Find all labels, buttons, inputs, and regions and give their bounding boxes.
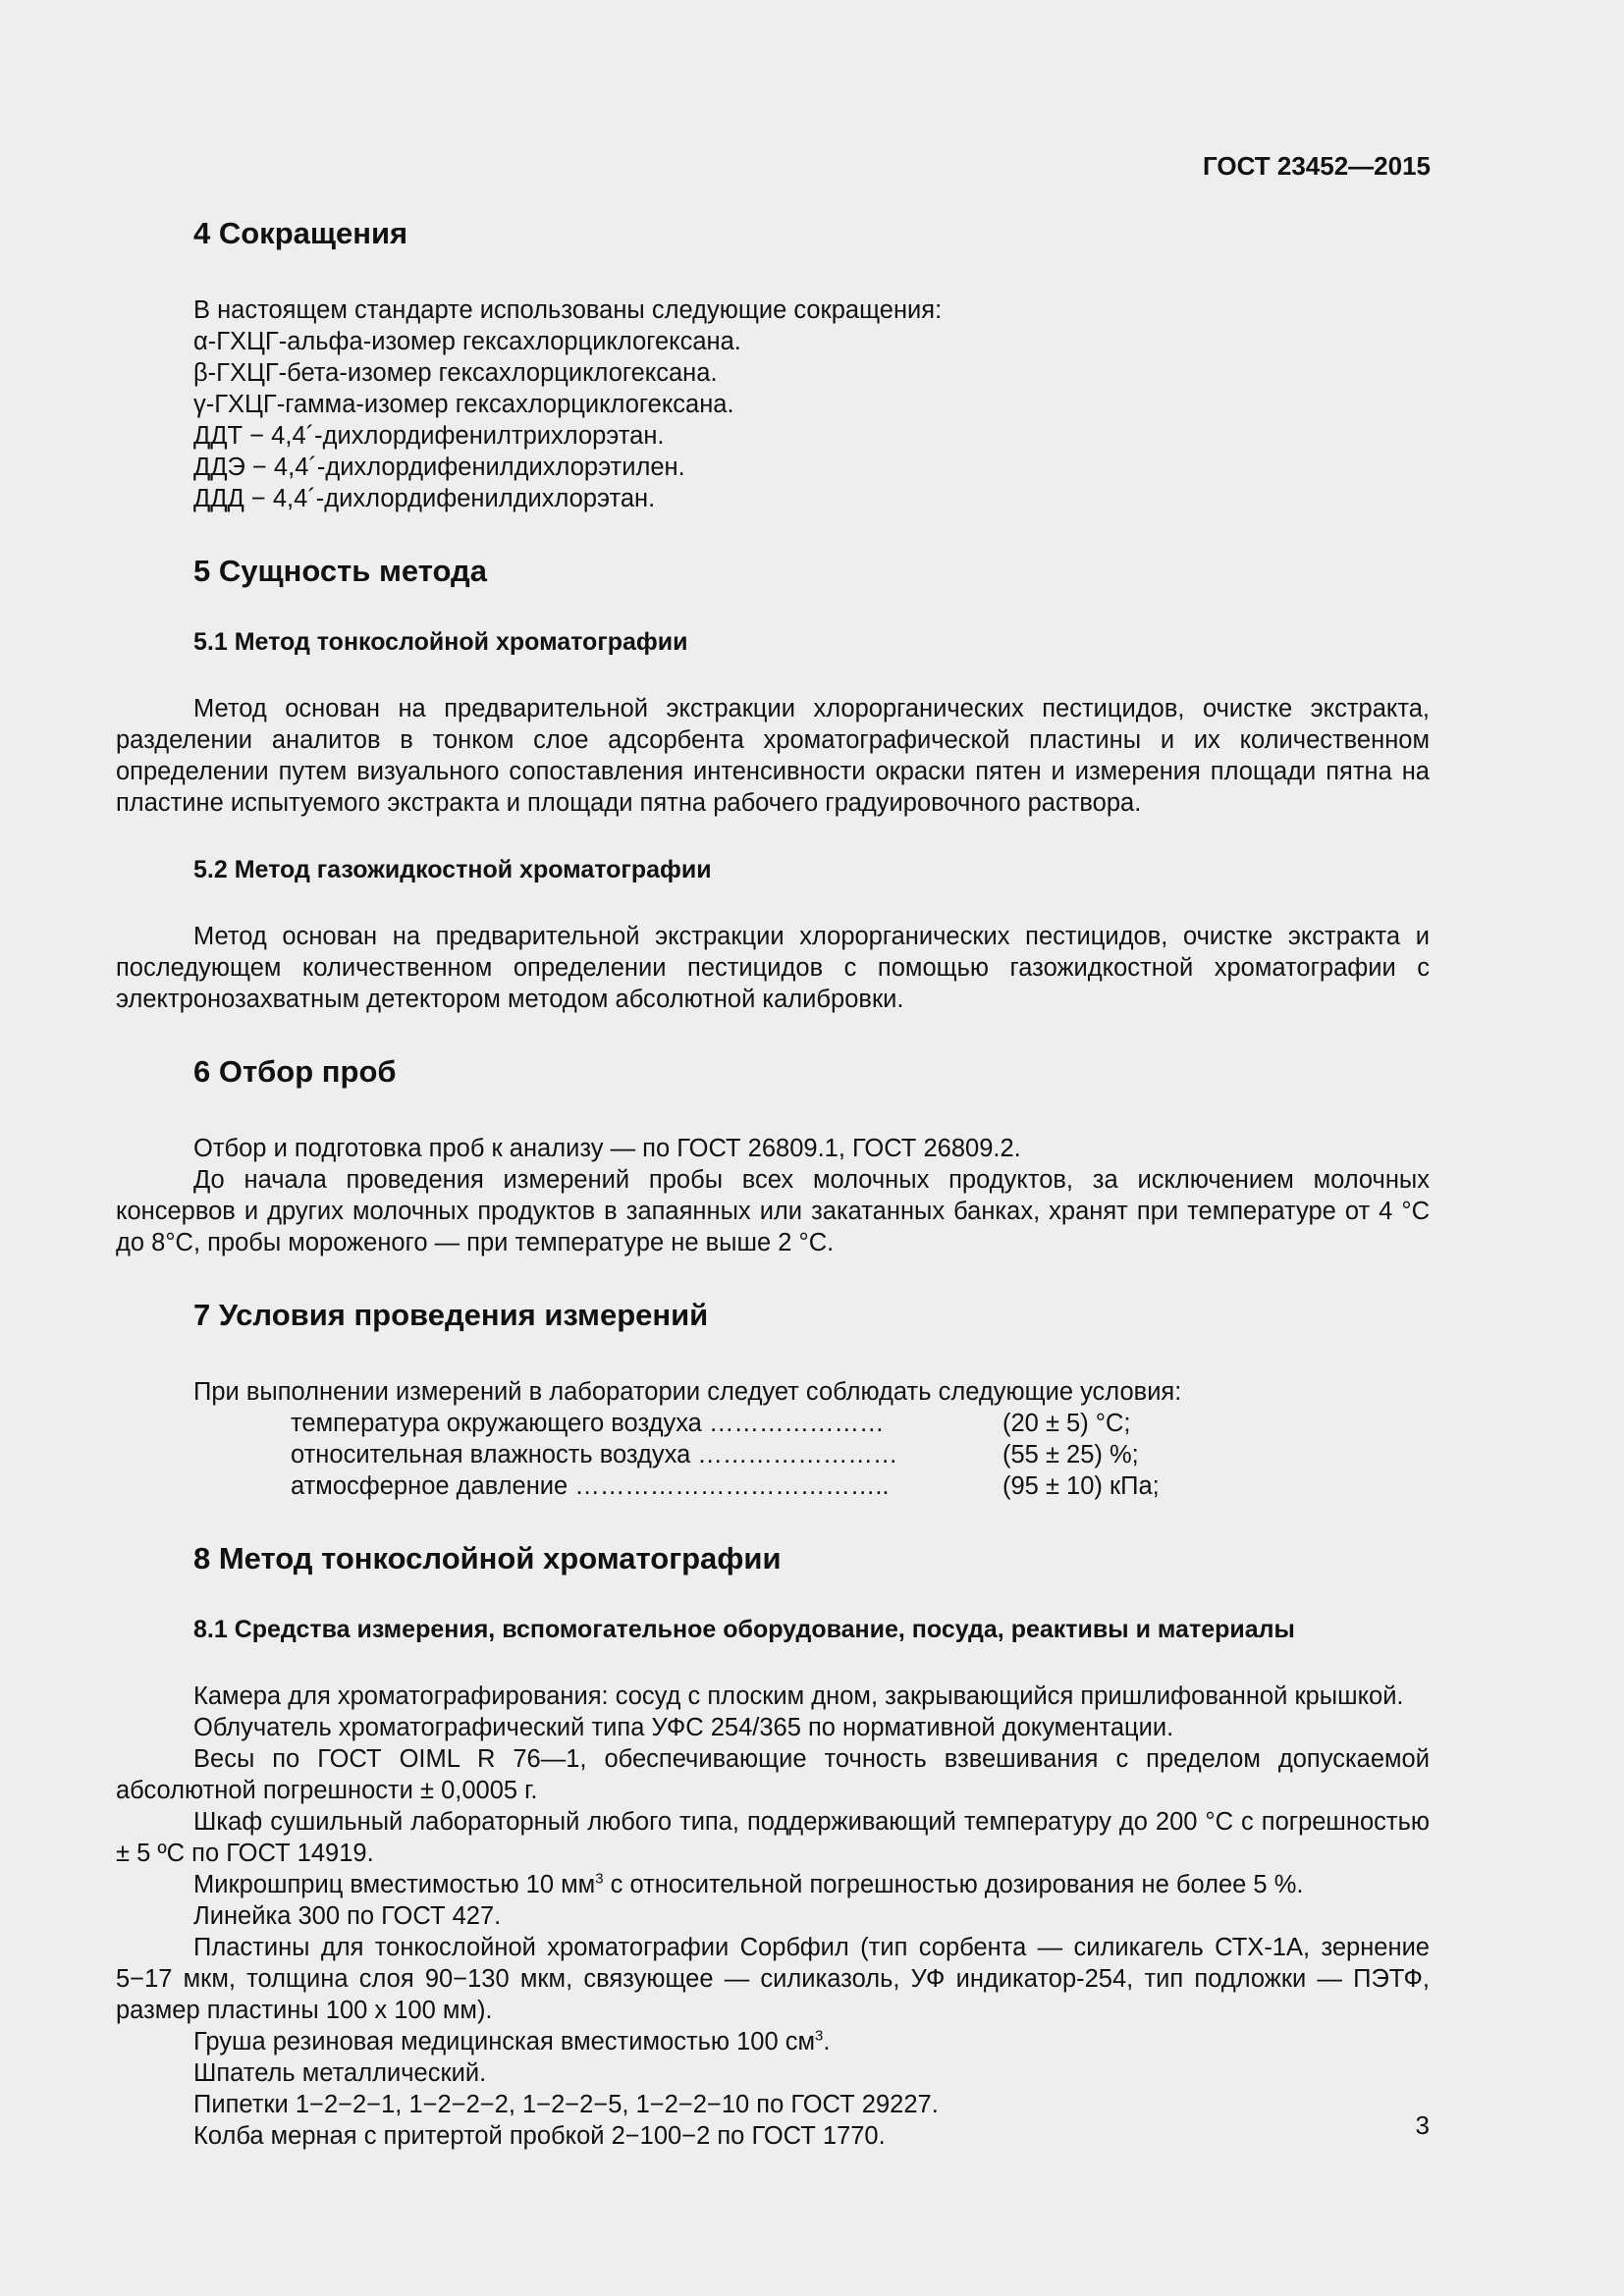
bulb-text: Груша резиновая медицинская вместимостью 100 см [193,2028,816,2056]
equipment-item: Пипетки 1−2−2−1, 1−2−2−2, 1−2−2−5, 1−2−2−10 по ГОСТ 29227. [193,2091,939,2118]
unit-superscript: 3 [815,2027,824,2045]
section-6-paragraph: Отбор и подготовка проб к анализу — по ГОСТ 26809.1, ГОСТ 26809.2. [193,1135,1021,1162]
section-6-paragraph: До начала проведения измерений пробы всех молочных продуктов, за исключением молочных консервов и других молочных продуктов в запаянных или закатанных банках, хранят при температуре от 4 °С до 8°С, пробы мороженого — при температуре не выше 2 °С. [116,1166,1430,1256]
section-5-title: 5 Сущность метода [193,554,487,588]
page-content [116,214,1430,2152]
section-7-title: 7 Условия проведения измерений [193,1298,709,1332]
section-4-intro: В настоящем стандарте использованы следующие сокращения: [193,296,943,324]
subsection-5-2-text: Метод основан на предварительной экстракции хлорорганических пестицидов, очистке экстракта и последующем количественном определении пестицидов с помощью газожидкостной хроматографии с электронозахватным детектором методом абсолютной калибровки. [116,923,1430,1013]
equipment-item-bulb [116,2026,1430,2057]
section-8-title: 8 Метод тонкослойной хроматографии [193,1541,782,1575]
section-4-title: 4 Сокращения [193,216,408,250]
condition-value: (95 ± 10) кПа; [1002,1472,1160,1500]
microsyringe-text: Микрошприц вместимостью 10 мм [193,1871,596,1898]
abbreviation-item: ДДЭ − 4,4´-дихлордифенилдихлорэтилен. [193,454,685,481]
subsection-5-2-title: 5.2 Метод газожидкостной хроматографии [193,856,712,883]
subsection-5-1-text: Метод основан на предварительной экстракции хлорорганических пестицидов, очистке экстракта, разделении аналитов в тонком слое адсорбента хроматографической пластины и их количественном определении путем визуального сопоставления интенсивности окраски пятен и измерения площади пятна на пластине испытуемого экстракта и площади пятна рабочего градуировочного раствора. [116,695,1430,817]
subsection-5-1-title: 5.1 Метод тонкослойной хроматографии [193,628,688,656]
section-6-title: 6 Отбор проб [193,1054,397,1089]
condition-value: (20 ± 5) °С; [1002,1410,1131,1437]
microsyringe-text-rest: с относительной погрешностью дозирования не более 5 %. [603,1871,1304,1898]
subsection-8-1-title: 8.1 Средства измерения, вспомогательное оборудование, посуда, реактивы и материалы [193,1616,1295,1643]
condition-label: атмосферное давление ……………………………….. [291,1472,890,1500]
section-7-intro: При выполнении измерений в лаборатории следует соблюдать следующие условия: [193,1378,1182,1406]
bulb-text-rest: . [823,2028,831,2056]
unit-superscript: 3 [595,1870,604,1888]
equipment-item: Весы по ГОСТ OIML R 76—1, обеспечивающие точность взвешивания с пределом допускаемой абсолютной погрешности ± 0,0005 г. [116,1745,1430,1804]
document-code: ГОСТ 23452—2015 [1203,151,1431,181]
abbreviation-item: γ-ГХЦГ-гамма-изомер гексахлорциклогексана. [193,391,734,418]
abbreviation-item: α-ГХЦГ-альфа-изомер гексахлорциклогексана. [193,328,741,355]
condition-label: температура окружающего воздуха ………………… [291,1410,885,1437]
condition-row [116,1408,1430,1439]
condition-row [116,1470,1430,1502]
equipment-item: Колба мерная с притертой пробкой 2−100−2 по ГОСТ 1770. [193,2122,886,2150]
condition-label: относительная влажность воздуха …………………… [291,1441,898,1468]
equipment-item: Пластины для тонкослойной хроматографии Сорбфил (тип сорбента — силикагель СТХ-1А, зернение 5−17 мкм, толщина слоя 90−130 мкм, связующее — силиказоль, УФ индикатор-254, тип подложки — ПЭТФ, размер пластины 100 х 100 мм). [116,1934,1430,2024]
abbreviation-item: ДДД − 4,4´-дихлордифенилдихлорэтан. [193,485,656,512]
equipment-item: Шкаф сушильный лабораторный любого типа, поддерживающий температуру до 200 °С с погрешностью ± 5 ºС по ГОСТ 14919. [116,1808,1430,1867]
equipment-item: Шпатель металлический. [193,2059,487,2087]
equipment-item: Камера для хроматографирования: сосуд с плоским дном, закрывающийся пришлифованной крышкой. [193,1682,1404,1710]
condition-value: (55 ± 25) %; [1002,1441,1139,1468]
page-number: 3 [1415,2110,1430,2140]
condition-row [116,1439,1430,1470]
equipment-item: Линейка 300 по ГОСТ 427. [193,1902,502,1930]
abbreviation-item: ДДТ − 4,4´-дихлордифенилтрихлорэтан. [193,422,665,450]
equipment-item-microsyringe [116,1869,1430,1900]
equipment-item: Облучатель хроматографический типа УФС 254/365 по нормативной документации. [193,1714,1174,1741]
abbreviation-item: β-ГХЦГ-бета-изомер гексахлорциклогексана. [193,359,718,387]
